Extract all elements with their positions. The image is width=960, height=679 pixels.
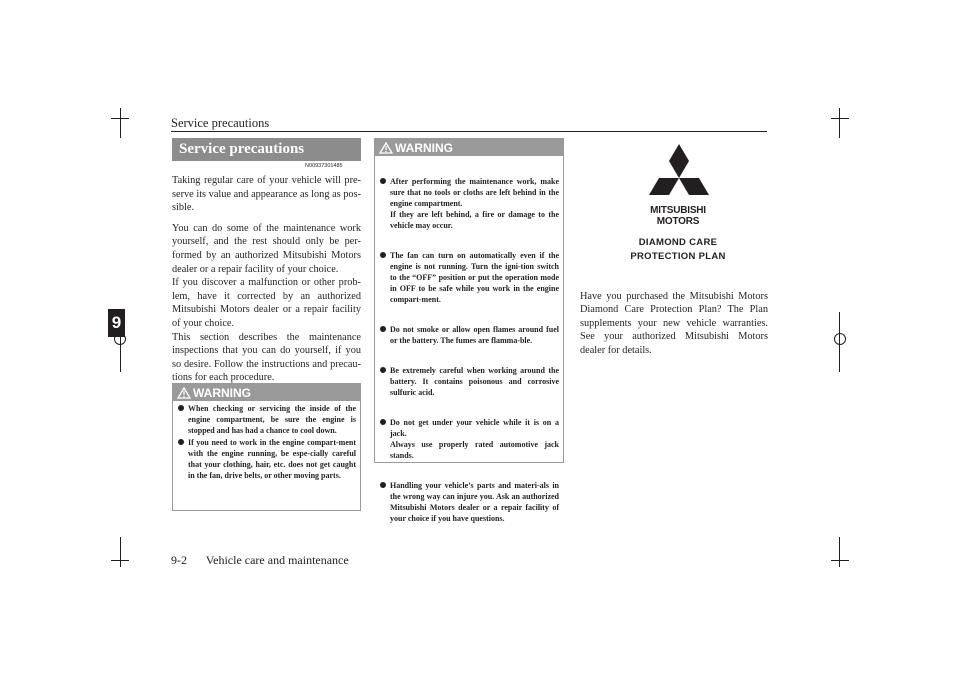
bullet-icon [380, 252, 386, 258]
crop-mark [120, 108, 121, 138]
section-code: N00937301485 [305, 163, 343, 169]
brand-line: MITSUBISHI [650, 205, 706, 216]
warning-triangle-icon [379, 142, 393, 154]
bullet-icon [380, 482, 386, 488]
intro-text [172, 174, 361, 385]
plan-line: PROTECTION PLAN [630, 251, 726, 262]
section-title: Service precautions [172, 138, 361, 161]
bullet-icon [380, 178, 386, 184]
header-rule [171, 131, 767, 132]
warning-item: Be extremely careful when working around the battery. It contains poisonous and corrosive sulfuric acid. [380, 365, 559, 398]
warning-header [173, 384, 360, 401]
chapter-tab: 9 [108, 309, 125, 337]
chapter-name: Vehicle care and maintenance [205, 553, 349, 567]
plan-line: DIAMOND CARE [638, 237, 718, 248]
bullet-icon [178, 405, 184, 411]
warning-item: When checking or servicing the inside of the engine compartment, be sure the engine is stopped and has had a chance to cool down. [178, 403, 356, 436]
paragraph: You can do some of the maintenance work yourself, and the rest should only be per-formed by an authorized Mitsubishi Motors dealer or a repair facility of your choice. [172, 222, 361, 275]
warning-triangle-icon [177, 387, 191, 399]
bullet-icon [380, 419, 386, 425]
warning-box-left [172, 383, 361, 511]
bullet-icon [380, 326, 386, 332]
paragraph: Taking regular care of your vehicle will pre-serve its value and appearance as long as pos-sible. [172, 175, 361, 214]
bullet-icon [178, 439, 184, 445]
crop-mark [831, 560, 849, 561]
crop-mark [839, 108, 840, 138]
page-number: 9-2 [171, 553, 187, 567]
crop-mark [831, 118, 849, 119]
warning-item: If you need to work in the engine compart-ment with the engine running, be espe-cially careful that your clothing, hair, etc. does not get caught in the fan, drive belts, or other moving parts. [178, 437, 356, 481]
paragraph: This section describes the maintenance inspections that you can do yourself, if you so desire. Follow the instructions and precau-tions for each procedure. [172, 331, 361, 384]
registration-mark [834, 333, 846, 345]
paragraph: If you discover a malfunction or other prob-lem, have it corrected by an authorized Mitsubishi Motors dealer or a repair facility of your choice. [172, 277, 361, 329]
warning-label: WARNING [193, 385, 251, 400]
warning-box-right [374, 138, 564, 523]
running-header: Service precautions [171, 116, 270, 130]
three-diamonds-logo-icon [640, 144, 718, 206]
crop-mark [111, 560, 129, 561]
crop-mark [111, 118, 129, 119]
crop-mark [120, 537, 121, 567]
bullet-icon [380, 367, 386, 373]
crop-mark [839, 537, 840, 567]
brand-line: MOTORS [656, 216, 700, 227]
warning-item: The fan can turn on automatically even if the engine is not running. Turn the igni-tion switch to the “OFF” position or put the operation mode in OFF to be safe while you work in the engine compart-ment. [380, 250, 559, 305]
warning-header [375, 139, 563, 156]
plan-paragraph: Have you purchased the Mitsubishi Motors Diamond Care Protection Plan? The Plan supplements your new vehicle warranties. See your authorized Mitsubishi Motors dealer for details. [580, 291, 768, 356]
warning-item: Do not smoke or allow open flames around fuel or the battery. The fumes are flamma-ble. [380, 324, 559, 346]
warning-item: Handling your vehicle’s parts and materi-als in the wrong way can injure you. Ask an authorized Mitsubishi Motors dealer or a repair facility of your choice if you have questions. [380, 480, 559, 524]
warning-item: After performing the maintenance work, make sure that no tools or cloths are left behind in the engine compartment. If they are left behind, a fire or damage to the vehicle may occur. [380, 176, 559, 231]
logo-text [624, 205, 732, 263]
warning-item: Do not get under your vehicle while it is on a jack. Always use properly rated automotive jack stands. [380, 417, 559, 461]
page-footer [171, 553, 365, 568]
warning-label: WARNING [395, 140, 453, 155]
